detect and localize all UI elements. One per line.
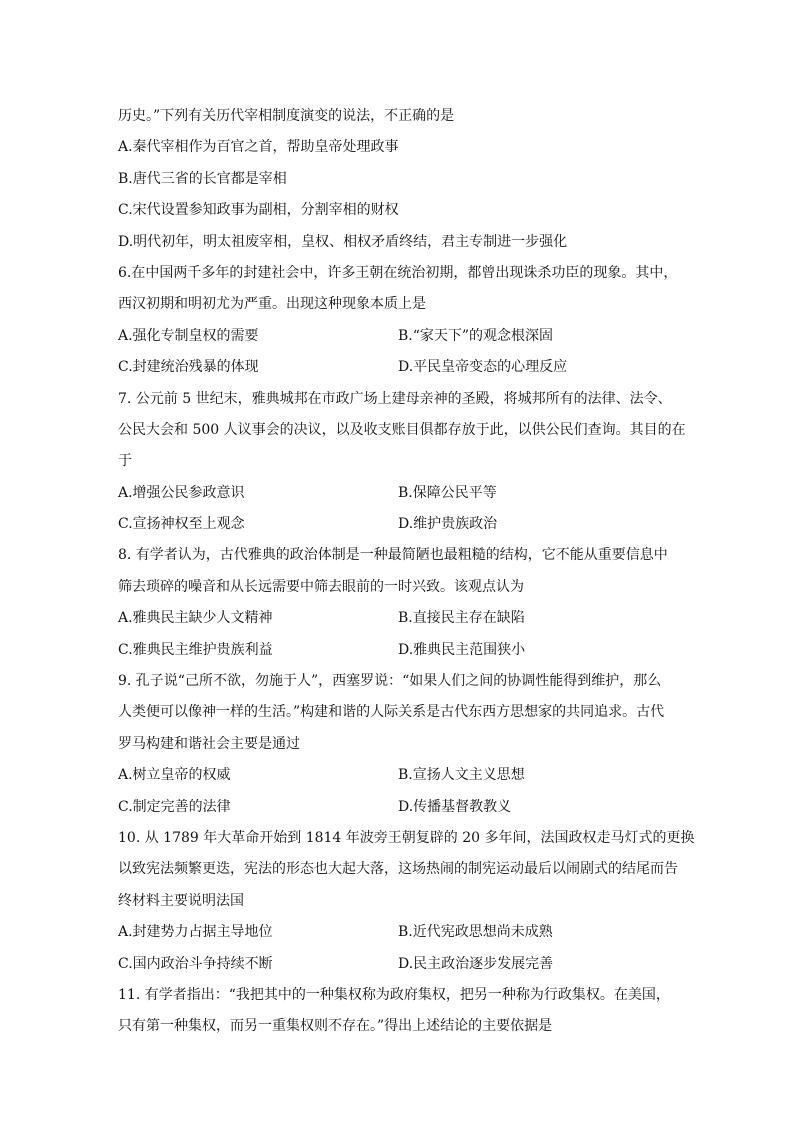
q8-option-d: D.雅典民主范围狭小: [398, 641, 526, 658]
q11-stem-line-1: 11. 有学者指出：“我把其中的一种集权称为政府集权，把另一种称为行政集权。在美国，: [118, 986, 670, 1003]
q10-options-row-2: [118, 949, 678, 980]
q10-option-c: C.国内政治斗争持续不断: [118, 955, 273, 972]
q9-option-b: B.宣扬人文主义思想: [398, 767, 525, 784]
q10-options-row-1: [118, 917, 678, 948]
q9-option-d: D.传播基督教教义: [398, 798, 512, 815]
q8-options-row-2: [118, 635, 678, 666]
q9-option-c: C.制定完善的法律: [118, 798, 231, 815]
q7-option-c: C.宣扬神权至上观念: [118, 516, 245, 533]
q5-option-d: D.明代初年，明太祖废宰相，皇权、相权矛盾终结，君主专制进一步强化: [118, 233, 568, 250]
q5-option-a: A.秦代宰相作为百官之首，帮助皇帝处理政事: [118, 139, 399, 156]
q10-option-b: B.近代宪政思想尚未成熟: [398, 924, 553, 941]
q9-stem-line-2: 人类便可以像神一样的生活。”构建和谐的人际关系是古代东西方思想家的共同追求。古代: [118, 704, 665, 721]
question-content: [118, 101, 695, 1043]
q5-option-c: C.宋代设置参知政事为副相，分割宰相的财权: [118, 202, 399, 219]
q7-option-a: A.增强公民参政意识: [118, 484, 245, 501]
q7-stem-line-2: 公民大会和 500 人议事会的决议，以及收支账目俱都存放于此，以供公民们查询。其目的在: [118, 421, 686, 438]
q8-option-c: C.雅典民主维护贵族利益: [118, 641, 273, 658]
q8-option-a: A.雅典民主缺少人文精神: [118, 610, 273, 627]
q6-option-d: D.平民皇帝变态的心理反应: [398, 359, 568, 376]
q6-options-row-2: [118, 352, 678, 383]
q6-option-c: C.封建统治残暴的体现: [118, 359, 259, 376]
q7-option-d: D.维护贵族政治: [398, 516, 498, 533]
q6-option-a: A.强化专制皇权的需要: [118, 327, 259, 344]
q9-stem-line-1: 9. 孔子说“己所不欲，勿施于人”，西塞罗说：“如果人们之间的协调性能得到维护，那么: [118, 673, 662, 690]
q8-stem-line-2: 筛去琐碎的噪音和从长远需要中筛去眼前的一时兴致。该观点认为: [118, 578, 524, 595]
q7-options-row-2: [118, 509, 678, 540]
q8-option-b: B.直接民主存在缺陷: [398, 610, 525, 627]
q6-stem-line-2: 西汉初期和明初尤为严重。出现这种现象本质上是: [118, 296, 426, 313]
q7-options-row-1: [118, 478, 678, 509]
q10-option-d: D.民主政治逐步发展完善: [398, 955, 554, 972]
q7-option-b: B.保障公民平等: [398, 484, 497, 501]
q9-options-row-1: [118, 760, 678, 791]
q8-stem-line-1: 8. 有学者认为，古代雅典的政治体制是一种最简陋也最粗糙的结构，它不能从重要信息中: [118, 547, 668, 564]
q6-options-row-1: [118, 321, 678, 352]
q9-options-row-2: [118, 792, 678, 823]
q10-stem-line-3: 终材料主要说明法国: [118, 892, 244, 909]
q10-stem-line-2: 以致宪法频繁更迭，宪法的形态也大起大落，这场热闹的制宪运动最后以闹剧式的结尾而告: [118, 861, 678, 878]
q7-stem-line-3: 于: [118, 453, 132, 470]
q10-stem-line-1: 10. 从 1789 年大革命开始到 1814 年波旁王朝复辟的 20 多年间，法国政权走马灯式的更换: [118, 829, 695, 846]
q7-stem-line-1: 7. 公元前 5 世纪末，雅典城邦在市政广场上建母亲神的圣殿，将城邦所有的法律、法令、: [118, 390, 672, 407]
q10-option-a: A.封建势力占据主导地位: [118, 924, 273, 941]
q8-options-row-1: [118, 603, 678, 634]
q5-option-b: B.唐代三省的长官都是宰相: [118, 170, 287, 187]
q11-stem-line-2: 只有第一种集权，而另一重集权则不存在。”得出上述结论的主要依据是: [118, 1018, 553, 1035]
q9-stem-line-3: 罗马构建和谐社会主要是通过: [118, 735, 300, 752]
q6-stem-line-1: 6.在中国两千多年的封建社会中，许多王朝在统治初期，都曾出现诛杀功臣的现象。其中，: [118, 264, 678, 281]
q5-stem-tail: 历史。”下列有关历代宰相制度演变的说法，不正确的是: [118, 108, 455, 124]
q6-option-b: B.“家天下”的观念根深固: [398, 327, 554, 344]
q9-option-a: A.树立皇帝的权威: [118, 767, 231, 784]
